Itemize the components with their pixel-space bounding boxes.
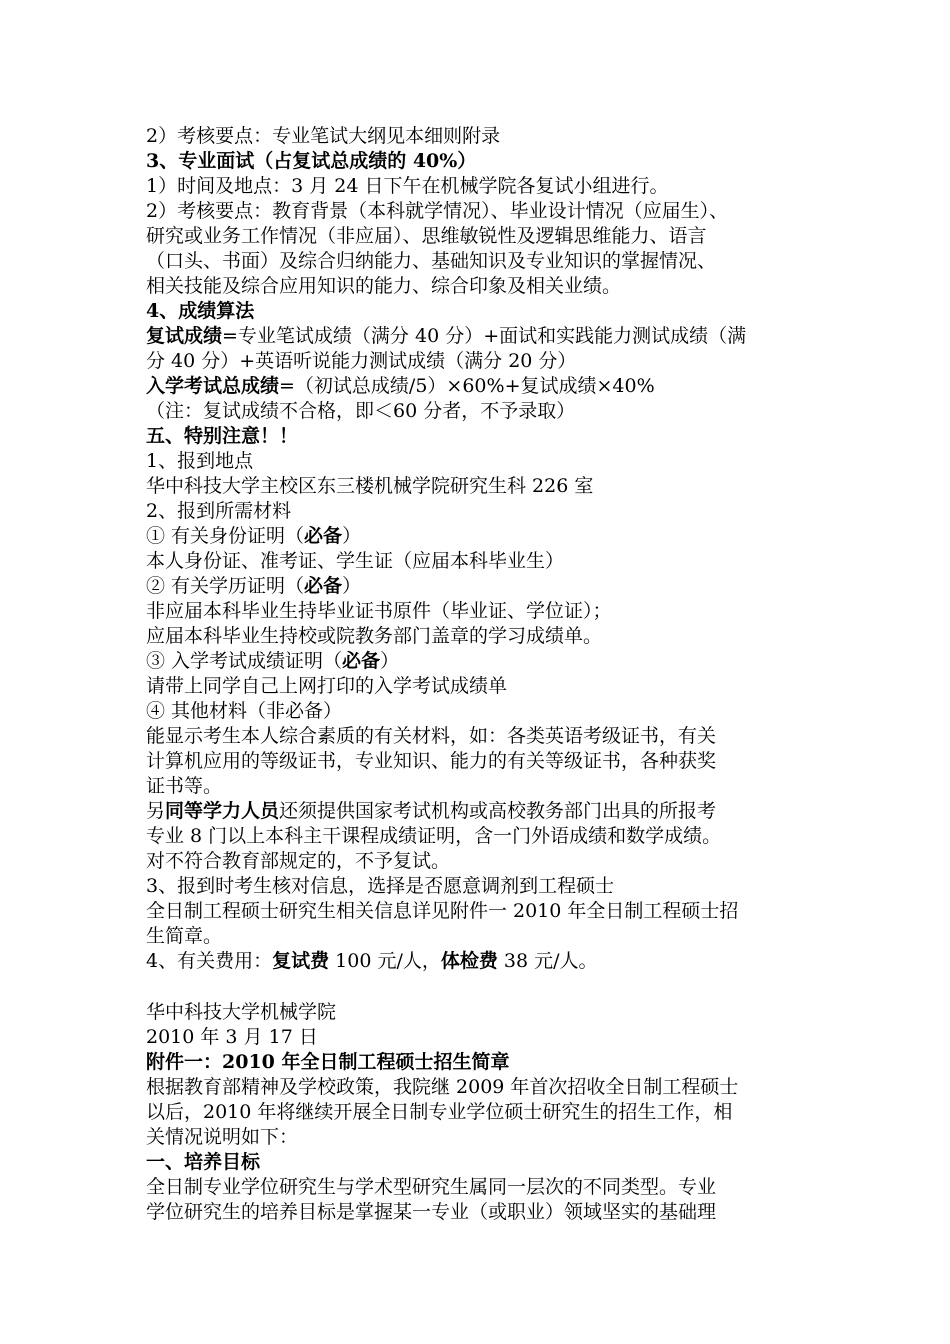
signature-org: 华中科技大学机械学院 — [146, 1001, 337, 1023]
education-proof-detail: 应届本科毕业生持校或院教务部门盖章的学习成绩单。 — [146, 625, 603, 647]
training-goal-line: 全日制专业学位研究生与学术型研究生属同一层次的不同类型。专业 — [146, 1176, 717, 1198]
adjustment-line: 3、报到时考生核对信息，选择是否愿意调剂到工程硕士 — [146, 875, 615, 897]
training-goal-heading: 一、培养目标 — [146, 1151, 261, 1173]
education-proof-detail: 非应届本科毕业生持毕业证书原件（毕业证、学位证）； — [146, 600, 612, 622]
equivalent-applicant-line — [146, 799, 816, 824]
exam-score-proof-line — [146, 649, 816, 674]
retest-score-line-cont: 分 40 分）+英语听说能力测试成绩（满分 20 分） — [146, 350, 577, 372]
medical-fee-value: 38 元/人。 — [497, 950, 598, 972]
equivalent-applicant-detail: 对不符合教育部规定的，不予复试。 — [146, 850, 451, 872]
retest-score-formula: =专业笔试成绩（满分 40 分）+面试和实践能力测试成绩（满 — [222, 325, 747, 347]
signature-date: 2010 年 3 月 17 日 — [146, 1026, 318, 1048]
appendix-title: 附件一：2010 年全日制工程硕士招生简章 — [146, 1051, 510, 1073]
retest-score-label: 复试成绩 — [146, 325, 223, 347]
adjustment-detail: 生简章。 — [146, 925, 223, 947]
retest-fee-value: 100 元/人， — [329, 950, 441, 972]
training-goal-line: 学位研究生的培养目标是掌握某一专业（或职业）领域坚实的基础理 — [146, 1201, 717, 1223]
retest-score-line — [146, 324, 816, 349]
other-materials-detail: 能显示考生本人综合素质的有关材料，如：各类英语考级证书，有关 — [146, 725, 717, 747]
total-score-line — [146, 374, 816, 399]
interview-time-line: 1）时间及地点：3 月 24 日下午在机械学院各复试小组进行。 — [146, 175, 669, 197]
education-proof-line — [146, 574, 816, 599]
report-location-heading: 1、报到地点 — [146, 450, 254, 472]
score-method-heading: 4、成绩算法 — [146, 300, 255, 322]
report-location-line: 华中科技大学主校区东三楼机械学院研究生科 226 室 — [146, 475, 594, 497]
materials-heading: 2、报到所需材料 — [146, 500, 292, 522]
other-materials-detail: 证书等。 — [146, 775, 223, 797]
paren-close: ） — [342, 575, 362, 597]
medical-fee-label: 体检费 — [440, 950, 498, 972]
score-note-line: （注：复试成绩不合格，即＜60 分者，不予录取） — [146, 400, 576, 422]
special-notice-heading: 五、特别注意！！ — [146, 425, 299, 447]
exam-score-proof-detail: 请带上同学自己上网打印的入学考试成绩单 — [146, 675, 508, 697]
paren-close: ） — [342, 525, 362, 547]
interview-points-line: 2）考核要点：教育背景（本科就学情况）、毕业设计情况（应届生）、 — [146, 200, 729, 222]
required-tag: 必备 — [304, 575, 343, 597]
fees-prefix: 4、有关费用： — [146, 950, 273, 972]
equivalent-applicant-label: 同等学力人员 — [165, 800, 280, 822]
appendix-intro-line: 根据教育部精神及学校政策，我院继 2009 年首次招收全日制工程硕士 — [146, 1076, 739, 1098]
equivalent-applicant-text: 还须提供国家考试机构或高校教务部门出具的所报考 — [279, 800, 717, 822]
equivalent-applicant-detail: 专业 8 门以上本科主干课程成绩证明，含一门外语成绩和数学成绩。 — [146, 825, 722, 847]
exam-outline-line: 2）考核要点：专业笔试大纲见本细则附录 — [146, 125, 501, 147]
interview-points-line: 研究或业务工作情况（非应届）、思维敏锐性及逻辑思维能力、语言 — [146, 225, 707, 247]
identity-proof-detail: 本人身份证、准考证、学生证（应届本科毕业生） — [146, 550, 565, 572]
required-tag: 必备 — [342, 650, 381, 672]
appendix-intro-line: 以后，2010 年将继续开展全日制专业学位硕士研究生的招生工作，相 — [146, 1101, 733, 1123]
interview-points-line: 相关技能及综合应用知识的能力、综合印象及相关业绩。 — [146, 275, 622, 297]
appendix-intro-line: 关情况说明如下： — [146, 1126, 299, 1148]
identity-proof-line — [146, 524, 816, 549]
fees-line — [146, 949, 816, 974]
blank-line — [146, 974, 816, 1000]
adjustment-detail: 全日制工程硕士研究生相关信息详见附件一 2010 年全日制工程硕士招 — [146, 900, 739, 922]
total-score-formula: =（初试总成绩/5）×60%+复试成绩×40% — [279, 375, 655, 397]
equivalent-prefix: 另 — [146, 800, 166, 822]
required-tag: 必备 — [304, 525, 343, 547]
exam-score-proof-label: ③ 入学考试成绩证明（ — [146, 650, 343, 672]
paren-close: ） — [380, 650, 400, 672]
identity-proof-label: ① 有关身份证明（ — [146, 525, 305, 547]
retest-fee-label: 复试费 — [272, 950, 330, 972]
interview-points-line: （口头、书面）及综合归纳能力、基础知识及专业知识的掌握情况、 — [146, 250, 717, 272]
total-score-label: 入学考试总成绩 — [146, 375, 280, 397]
document-page — [146, 124, 816, 1225]
other-materials-line: ④ 其他材料（非必备） — [146, 700, 343, 722]
other-materials-detail: 计算机应用的等级证书，专业知识、能力的有关等级证书，各种获奖 — [146, 750, 717, 772]
interview-heading: 3、专业面试（占复试总成绩的 40%） — [146, 150, 477, 172]
education-proof-label: ② 有关学历证明（ — [146, 575, 305, 597]
